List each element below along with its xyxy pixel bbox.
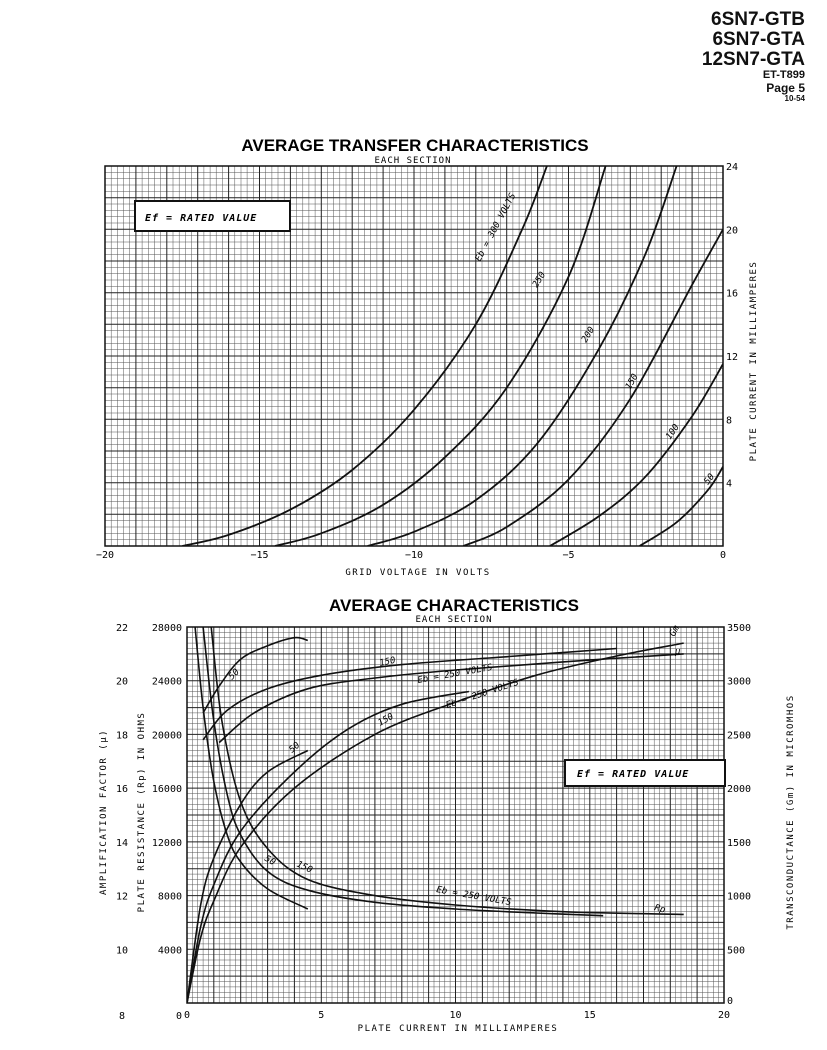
gm-tick-5: 1000 xyxy=(727,891,752,903)
gm-tick-2: 2500 xyxy=(727,730,752,742)
transfer-x-ticks xyxy=(96,550,726,561)
characteristics-x-tick-0: 0 xyxy=(183,1010,191,1021)
rp-tick-4: 12000 xyxy=(151,837,182,849)
transfer-y-tick-1: 4 xyxy=(726,478,733,490)
mu-tick-7: 8 xyxy=(118,1011,126,1022)
gm-tick-7: 0 xyxy=(727,996,734,1007)
transfer-chart-subtitle: EACH SECTION xyxy=(374,156,452,166)
transfer-x-tick-4: 0 xyxy=(719,550,727,561)
mu-tick-3: 16 xyxy=(115,784,129,796)
gm-tick-3: 2000 xyxy=(727,784,752,796)
mu-tick-0: 22 xyxy=(115,623,129,634)
transfer-x-tick-1: −15 xyxy=(250,550,269,561)
transfer-rated-box xyxy=(135,201,290,231)
transfer-y-tick-6: 24 xyxy=(726,162,739,173)
curve-label-150: 150 xyxy=(623,372,641,392)
mu-label-150: 150 xyxy=(378,655,397,669)
rp-tick-2: 20000 xyxy=(151,730,182,742)
rp-curve-tag: Rp xyxy=(653,903,667,916)
gm-ticks xyxy=(727,623,751,1007)
rp-tick-5: 8000 xyxy=(157,891,182,903)
gm-axis-label: TRANSCONDUCTANCE (Gm) IN MICROMHOS xyxy=(786,694,796,930)
gm-tick-1: 3000 xyxy=(727,676,752,688)
page-number: Page 5 xyxy=(766,81,805,95)
rp-label-250: Eb = 250 VOLTS xyxy=(435,885,512,909)
gm-label-250: Eb = 250 VOLTS xyxy=(444,677,521,711)
transfer-y-axis-label: PLATE CURRENT IN MILLIAMPERES xyxy=(749,260,759,462)
transfer-y-tick-4: 16 xyxy=(726,288,739,300)
transfer-rated-label: Ef = RATED VALUE xyxy=(145,213,258,224)
transfer-x-axis-label: GRID VOLTAGE IN VOLTS xyxy=(345,568,491,578)
transfer-x-tick-0: −20 xyxy=(95,550,115,561)
curve-label-200: 200 xyxy=(580,325,598,345)
gm-tick-4: 1500 xyxy=(727,837,752,849)
rp-tick-0: 28000 xyxy=(151,623,182,634)
rp-tick-3: 16000 xyxy=(151,784,182,796)
transfer-chart xyxy=(96,136,759,578)
transfer-y-tick-5: 20 xyxy=(726,225,739,237)
characteristics-x-tick-3: 15 xyxy=(583,1010,596,1021)
mu-curve-tag: μ xyxy=(675,647,681,657)
rp-label-150: 150 xyxy=(294,859,314,876)
rp-tick-1: 24000 xyxy=(151,676,182,688)
curve-label-100: 100 xyxy=(664,422,682,442)
tube-type-3: 12SN7-GTA xyxy=(701,49,805,70)
gm-label-150: 150 xyxy=(376,711,396,729)
curve-label-50: 50 xyxy=(702,472,718,487)
characteristics-x-tick-2: 10 xyxy=(449,1010,462,1021)
transfer-y-tick-2: 8 xyxy=(726,415,733,427)
mu-tick-2: 18 xyxy=(115,730,129,742)
characteristics-chart-title: AVERAGE CHARACTERISTICS xyxy=(329,596,579,615)
transfer-x-tick-3: −5 xyxy=(562,550,575,561)
mu-tick-5: 12 xyxy=(115,891,129,903)
mu-tick-6: 10 xyxy=(115,945,129,957)
characteristics-rated-label: Ef = RATED VALUE xyxy=(577,769,690,780)
doc-number: ET-T899 xyxy=(762,69,805,81)
characteristics-chart-subtitle: EACH SECTION xyxy=(415,615,493,625)
characteristics-x-tick-1: 5 xyxy=(318,1010,325,1021)
gm-tick-0: 3500 xyxy=(727,623,752,634)
characteristics-x-tick-4: 20 xyxy=(717,1010,731,1021)
mu-axis-label: AMPLIFICATION FACTOR (μ) xyxy=(99,728,109,896)
characteristics-x-ticks xyxy=(184,1010,730,1021)
transfer-y-ticks xyxy=(726,162,738,490)
characteristics-rated-box xyxy=(565,760,725,786)
mu-tick-4: 14 xyxy=(115,837,129,849)
doc-date: 10-54 xyxy=(784,94,805,103)
gm-tick-6: 500 xyxy=(727,945,746,957)
mu-tick-1: 20 xyxy=(115,676,129,688)
gm-label-50: 50 xyxy=(287,740,303,756)
curve-label-250: 250 xyxy=(531,270,549,290)
transfer-x-tick-2: −10 xyxy=(404,550,424,561)
rp-axis-label: PLATE RESISTANCE (Rp) IN OHMS xyxy=(137,711,147,913)
transfer-chart-title: AVERAGE TRANSFER CHARACTERISTICS xyxy=(241,136,589,155)
mu-label-50: 50 xyxy=(227,667,242,683)
transfer-y-tick-3: 12 xyxy=(726,352,739,363)
characteristics-chart xyxy=(99,596,796,1034)
mu-ticks xyxy=(116,623,128,1022)
gm-curve-tag: Gm xyxy=(667,624,683,639)
curve-label-300: Eb = 300 VOLTS xyxy=(473,191,519,264)
rp-ticks xyxy=(152,623,182,1022)
rp-tick-6: 4000 xyxy=(157,945,182,957)
tube-type-1: 6SN7-GTB xyxy=(711,9,805,30)
mu-label-250: Eb = 250 VOLTS xyxy=(416,662,494,686)
rp-label-50: 50 xyxy=(262,853,277,869)
characteristics-x-axis-label: PLATE CURRENT IN MILLIAMPERES xyxy=(357,1024,559,1034)
rp-tick-7: 0 xyxy=(175,1011,182,1022)
tube-type-2: 6SN7-GTA xyxy=(712,29,805,50)
